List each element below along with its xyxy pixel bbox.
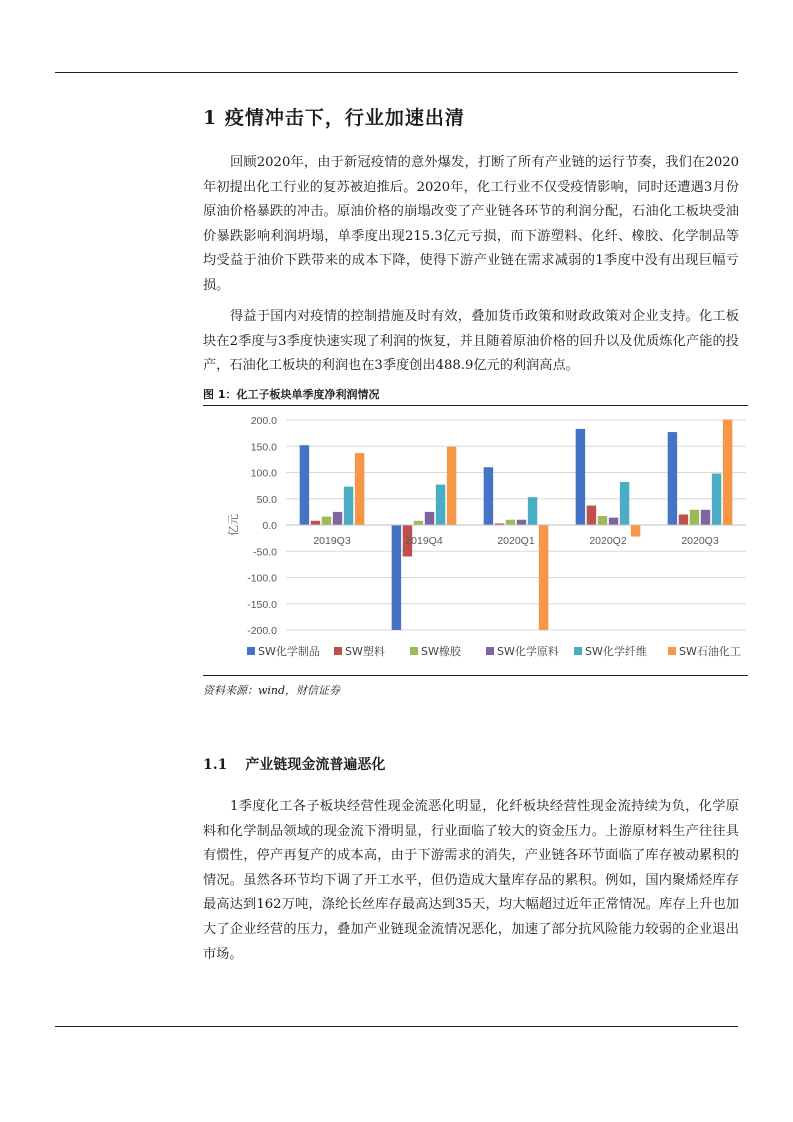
bar — [355, 453, 364, 525]
bar — [609, 518, 618, 525]
profit-bar-chart — [203, 405, 748, 674]
bar — [712, 474, 721, 525]
bar — [690, 510, 699, 525]
y-tick-label: 200.0 — [250, 415, 277, 427]
y-tick-label: 100.0 — [250, 467, 277, 480]
y-tick-label: 0.0 — [262, 520, 277, 532]
footer-rule — [55, 1026, 738, 1027]
bar — [631, 525, 640, 537]
legend-swatch — [334, 647, 342, 655]
legend-swatch — [574, 647, 582, 655]
category-label: 2019Q3 — [313, 535, 351, 547]
legend-swatch — [247, 647, 255, 655]
bar — [517, 520, 526, 525]
category-label: 2020Q3 — [681, 535, 719, 547]
bar — [506, 520, 515, 525]
header-rule — [55, 72, 738, 73]
bar — [425, 512, 434, 525]
bar — [322, 517, 331, 525]
category-label: 2019Q4 — [405, 535, 443, 547]
section-title: 1 疫情冲击下，行业加速出清 — [203, 107, 465, 129]
bar — [436, 485, 445, 525]
legend-swatch — [668, 647, 676, 655]
y-tick-label: -50.0 — [253, 546, 277, 559]
legend-label: SW橡胶 — [421, 645, 461, 658]
bar — [447, 447, 456, 525]
legend-label: SW塑料 — [345, 645, 385, 658]
bar — [587, 506, 596, 525]
bar — [484, 467, 493, 525]
y-tick-label: -200.0 — [247, 625, 277, 637]
bar — [528, 497, 537, 525]
bar — [333, 512, 342, 525]
bar — [311, 521, 320, 525]
legend-label: SW化学原料 — [497, 645, 559, 658]
bar — [392, 525, 401, 630]
paragraph-3: 1季度化工各子板块经营性现金流恶化明显，化纤板块经营性现金流持续为负，化学原料和化学制品领域的现金流下滑明显，行业面临了较大的资金压力。上游原材料生产往往具有惯性，停产再复产的成本高，由于下游需求的消失，产业链各环节面临了库存被动累积的情况。虽然各环节均下调了开工水平，但仍造成大量库存品的累积。例如，国内聚烯烃库存最高达到162万吨，涤纶长丝库存最高达到35天，均大幅超过近年正常情况。库存上升也加大了企业经营的压力，叠加产业链现金流情况恶化，加速了部分抗风险能力较弱的企业退出市场。 — [203, 799, 739, 962]
figure-source: 资料来源：wind，财信证券 — [203, 684, 341, 697]
subsection-heading — [203, 754, 385, 774]
bar — [668, 432, 677, 525]
category-label: 2020Q1 — [497, 535, 535, 547]
y-tick-label: 50.0 — [256, 493, 277, 506]
bar — [723, 419, 732, 525]
legend-label: SW石油化工 — [679, 645, 741, 658]
bar — [300, 445, 309, 525]
legend-swatch — [410, 647, 418, 655]
bar — [620, 482, 629, 525]
bar — [414, 521, 423, 525]
bar — [576, 429, 585, 525]
y-tick-label: -150.0 — [247, 598, 277, 611]
bar — [598, 516, 607, 525]
bar — [679, 515, 688, 526]
bar — [539, 525, 548, 630]
y-tick-label: -100.0 — [247, 572, 277, 585]
y-tick-label: 150.0 — [250, 441, 277, 454]
figure-title: 图 1：化工子板块单季度净利润情况 — [203, 388, 380, 401]
category-label: 2020Q2 — [589, 535, 627, 547]
legend-swatch — [486, 647, 494, 655]
bar — [701, 510, 710, 525]
subsection-title: 产业链现金流普遍恶化 — [245, 757, 386, 773]
legend-label: SW化学纤维 — [585, 645, 647, 658]
paragraph-1: 回顾2020年，由于新冠疫情的意外爆发，打断了所有产业链的运行节奏，我们在2020年初提出化工行业的复苏被迫推后。2020年，化工行业不仅受疫情影响，同时还遭遇3月份原油价格暴跌的冲击。原油价格的崩塌改变了产业链各环节的利润分配，石油化工板块受油价暴跌影响利润坍塌，单季度出现215.3亿元亏损，而下游塑料、化纤、橡胶、化学制品等均受益于油价下跌带来的成本下降，使得下游产业链在需求减弱的1季度中没有出现巨幅亏损。 — [203, 155, 739, 293]
paragraph-2: 得益于国内对疫情的控制措施及时有效，叠加货币政策和财政政策对企业支持。化工板块在2季度与3季度快速实现了利润的恢复，并且随着原油价格的回升以及优质炼化产能的投产，石油化工板块的利润也在3季度创出488.9亿元的利润高点。 — [203, 309, 739, 374]
legend-label: SW化学制品 — [258, 645, 320, 658]
y-axis-label: 亿元 — [227, 514, 240, 536]
subsection-number: 1.1 — [203, 757, 228, 773]
bar — [344, 487, 353, 525]
